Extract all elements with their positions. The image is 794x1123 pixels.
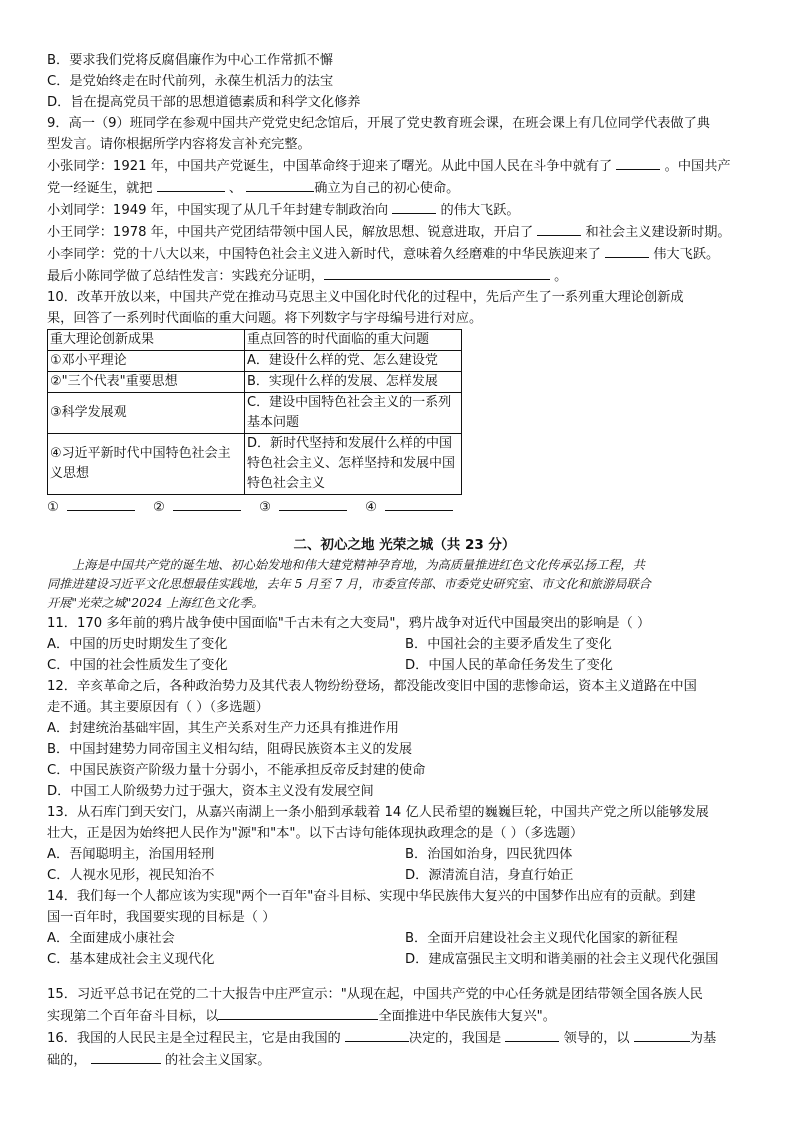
table-cell: ③科学发展观 <box>48 393 245 434</box>
table-cell: ①邓小平理论 <box>48 351 245 372</box>
q9-zhang-line1: 小张同学：1921 年，中国共产党诞生，中国革命终于迎来了曙光。从此中国人民在斗争中就有了 。中国共产 <box>47 155 762 177</box>
q12-option-b[interactable]: B．中国封建势力同帝国主义相勾结，阻碍民族资本主义的发展 <box>47 742 413 757</box>
q9-wang: 小王同学：1978 年，中国共产党团结带领中国人民，解放思想、锐意进取，开启了 和社会主义建设新时期。 <box>47 221 762 243</box>
q12-option-d[interactable]: D．中国工人阶级势力过于强大，资本主义没有发展空间 <box>47 784 374 799</box>
answer-blank[interactable] <box>392 199 436 214</box>
q13-option-b[interactable]: B．治国如治身，四民犹四体 <box>405 847 573 862</box>
q9-stem: 9．高一（9）班同学在参观中国共产党党史纪念馆后，开展了党史教育班会课，在班会课上有几位同学代表做了典 <box>47 116 710 131</box>
answer-blank[interactable] <box>345 1027 409 1042</box>
q15-stem-cont: 实现第二个百年奋斗目标，以 全面推进中华民族伟大复兴"。 <box>47 1005 762 1027</box>
q9-zhang-line2: 党一经诞生，就把 、 确立为自己的初心使命。 <box>47 177 762 199</box>
table-row <box>48 351 462 372</box>
answer-blank[interactable] <box>218 1005 378 1020</box>
answer-blank[interactable] <box>605 243 649 258</box>
answer-blank[interactable] <box>279 496 347 511</box>
answer-blank[interactable] <box>157 177 225 192</box>
answer-blank[interactable] <box>537 221 581 236</box>
q11-option-c[interactable]: C．中国的社会性质发生了变化 <box>47 658 228 673</box>
section-title: 二、初心之地 光荣之城（共 23 分） <box>293 537 516 553</box>
header-cell: 重大理论创新成果 <box>48 330 245 351</box>
q14-option-b[interactable]: B．全面开启建设社会主义现代化国家的新征程 <box>405 931 678 946</box>
q11-option-b[interactable]: B．中国社会的主要矛盾发生了变化 <box>405 637 612 652</box>
q10-stem: 10．改革开放以来，中国共产党在推动马克思主义中国化时代化的过程中，先后产生了一系列重大理论创新成 <box>47 290 684 305</box>
q13-option-c[interactable]: C．人视水见形，视民知治不 <box>47 868 215 883</box>
q16-stem-cont: 础的， 的社会主义国家。 <box>47 1049 762 1071</box>
q11-option-d[interactable]: D．中国人民的革命任务发生了变化 <box>405 658 613 673</box>
q10-answer-row: ① ② ③ ④ <box>47 496 762 519</box>
q16-stem: 16．我国的人民民主是全过程民主，它是由我国的 决定的，我国是 领导的，以 为基 <box>47 1027 762 1049</box>
q14-stem-cont: 国一百年时，我国要实现的目标是（ ） <box>47 910 276 925</box>
q11-option-a[interactable]: A．中国的历史时期发生了变化 <box>47 637 228 652</box>
header-cell: 重点回答的时代面临的重大问题 <box>245 330 462 351</box>
q13-option-a[interactable]: A．吾闻聪明主，治国用轻刑 <box>47 847 215 862</box>
q14-option-c[interactable]: C．基本建成社会主义现代化 <box>47 952 215 967</box>
table-cell: ④习近平新时代中国特色社会主义思想 <box>48 434 245 495</box>
table-row <box>48 434 462 495</box>
table-row <box>48 393 462 434</box>
q15-stem: 15．习近平总书记在党的二十大报告中庄严宣示："从现在起，中国共产党的中心任务就是团结带领全国各族人民 <box>47 987 703 1002</box>
answer-blank[interactable] <box>616 155 660 170</box>
answer-blank[interactable] <box>91 1049 161 1064</box>
q9-chen: 最后小陈同学做了总结性发言：实践充分证明， 。 <box>47 265 762 287</box>
q14-stem: 14．我们每一个人都应该为实现"两个一百年"奋斗目标、实现中华民族伟大复兴的中国梦作出应有的贡献。到建 <box>47 889 696 904</box>
exam-page <box>47 50 762 1071</box>
answer-blank[interactable] <box>634 1027 690 1042</box>
table-header-row <box>48 330 462 351</box>
table-cell: D．新时代坚持和发展什么样的中国特色社会主义、怎样坚持和发展中国特色社会主义 <box>245 434 462 495</box>
answer-blank[interactable] <box>385 496 453 511</box>
q13-stem: 13．从石库门到天安门，从嘉兴南湖上一条小船到承载着 14 亿人民希望的巍巍巨轮，中国共产党之所以能够发展 <box>47 805 709 820</box>
option-c: C．是党始终走在时代前列，永葆生机活力的法宝 <box>47 74 334 89</box>
answer-blank[interactable] <box>173 496 241 511</box>
q14-option-d[interactable]: D．建成富强民主文明和谐美丽的社会主义现代化强国 <box>405 952 719 967</box>
table-cell: A．建设什么样的党、怎么建设党 <box>245 351 462 372</box>
q9-liu: 小刘同学：1949 年，中国实现了从几千年封建专制政治向 的伟大飞跃。 <box>47 199 762 221</box>
option-b: B．要求我们党将反腐倡廉作为中心工作常抓不懈 <box>47 53 333 68</box>
q13-option-d[interactable]: D．源清流自洁，身直行始正 <box>405 868 574 883</box>
answer-blank[interactable] <box>505 1027 559 1042</box>
answer-blank[interactable] <box>67 496 135 511</box>
answer-blank[interactable] <box>324 265 550 280</box>
q12-stem: 12．辛亥革命之后，各种政治势力及其代表人物纷纷登场，都没能改变旧中国的悲惨命运，资本主义道路在中国 <box>47 679 697 694</box>
q9-li: 小李同学：党的十八大以来，中国特色社会主义进入新时代，意味着久经磨难的中华民族迎来了 伟大飞跃。 <box>47 243 762 265</box>
q11-stem: 11．170 多年前的鸦片战争使中国面临"千古未有之大变局"，鸦片战争对近代中国最突出的影响是（ ） <box>47 616 651 631</box>
answer-blank[interactable] <box>246 177 314 192</box>
matching-table <box>47 329 462 495</box>
option-d: D．旨在提高党员干部的思想道德素质和科学文化修养 <box>47 95 361 110</box>
q10-stem-cont: 果，回答了一系列时代面临的重大问题。将下列数字与字母编号进行对应。 <box>47 311 483 326</box>
q13-stem-cont: 壮大，正是因为始终把人民作为"源"和"本"。以下古诗句能体现执政理念的是（ ）（多选题） <box>47 826 584 841</box>
q9-stem-cont: 型发言。请你根据所学内容将发言补充完整。 <box>47 137 311 152</box>
q12-option-c[interactable]: C．中国民族资产阶级力量十分弱小，不能承担反帝反封建的使命 <box>47 763 426 778</box>
table-cell: ②"三个代表"重要思想 <box>48 372 245 393</box>
q14-option-a[interactable]: A．全面建成小康社会 <box>47 931 175 946</box>
q12-stem-cont: 走不通。其主要原因有（ ）（多选题） <box>47 700 269 715</box>
q12-option-a[interactable]: A．封建统治基础牢固，其生产关系对生产力还具有推进作用 <box>47 721 399 736</box>
section-intro: 上海是中国共产党的诞生地、初心始发地和伟大建党精神孕育地，为高质量推进红色文化传承弘扬工程，共 同推进建设习近平文化思想最佳实践地，去年 5 月至 7 月，市委宣传部、市委党史研究室、市文化和旅游局联合 开展"光荣之城"2024 上海红色文化季。 <box>47 558 651 610</box>
table-cell: B．实现什么样的发展、怎样发展 <box>245 372 462 393</box>
table-cell: C．建设中国特色社会主义的一系列基本问题 <box>245 393 462 434</box>
table-row <box>48 372 462 393</box>
